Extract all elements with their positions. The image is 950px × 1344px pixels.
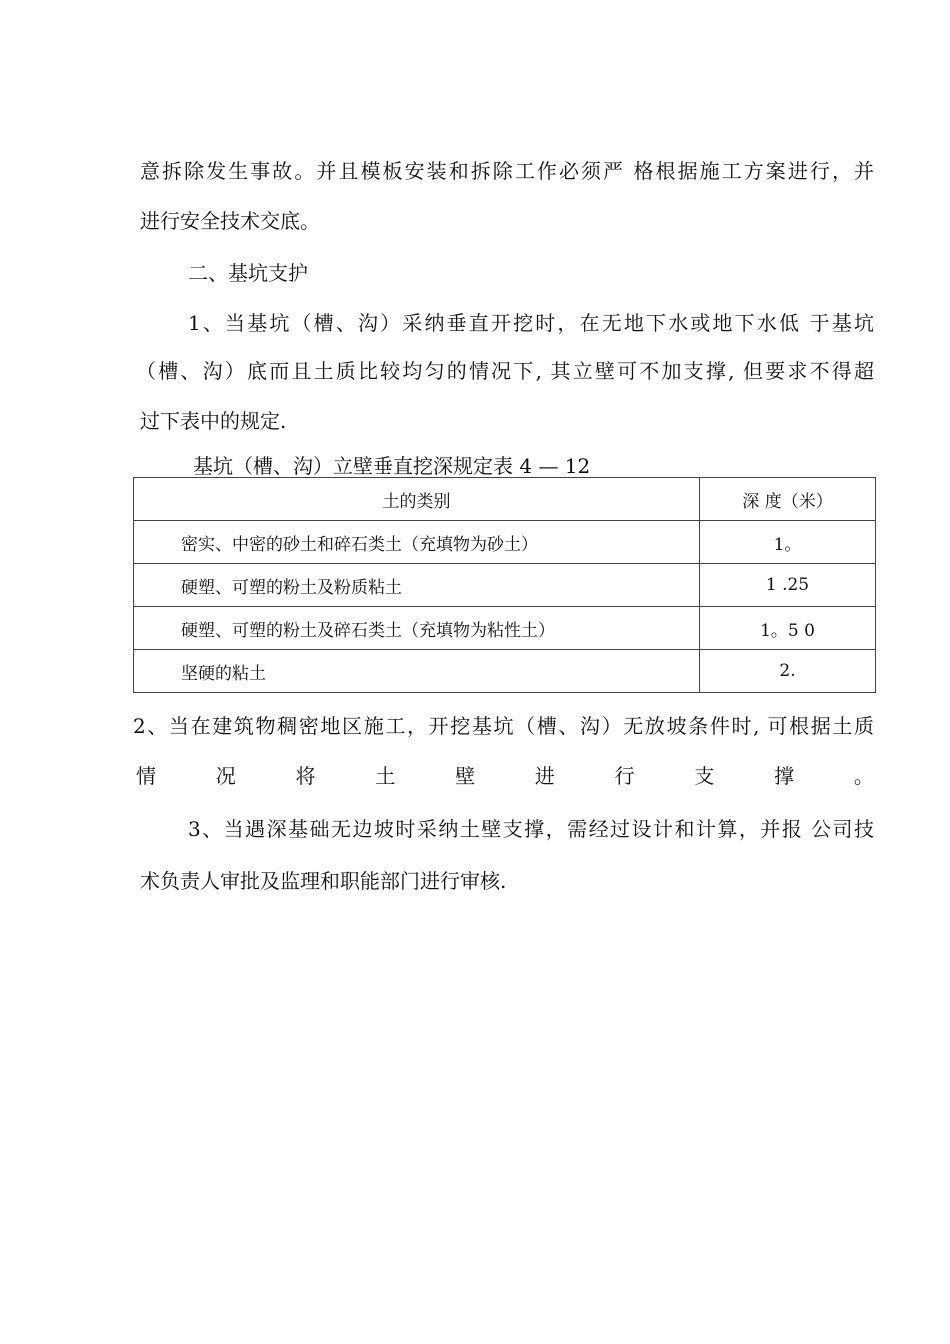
spread-char: 进 bbox=[534, 764, 555, 788]
soil-type-cell: 硬塑、可塑的粉土及碎石类土（充填物为粘性土） bbox=[134, 607, 700, 650]
table-row bbox=[134, 650, 876, 693]
header-soil-type: 土的类别 bbox=[134, 478, 700, 521]
soil-type-cell: 硬塑、可塑的粉土及粉质粘土 bbox=[134, 564, 700, 607]
soil-depth-table bbox=[133, 477, 876, 693]
paragraph-2-line-2: （槽、沟）底而且土质比较均匀的情况下, 其立壁可不加支撑, 但要求不得超 bbox=[136, 359, 874, 383]
paragraph-1-line-1: 意拆除发生事故。并且模板安装和拆除工作必须严 格根据施工方案进行，并 bbox=[140, 159, 874, 183]
soil-type-cell: 坚硬的粘土 bbox=[134, 650, 700, 693]
table-header-row bbox=[134, 478, 876, 521]
paragraph-4-line-1: 3、当遇深基础无边坡时采纳土壁支撑，需经过设计和计算，并报 公司技 bbox=[188, 817, 874, 841]
spread-char: 壁 bbox=[455, 764, 476, 788]
spread-char: 情 bbox=[136, 764, 156, 788]
table-caption: 基坑（槽、沟）立壁垂直挖深规定表 4 — 12 bbox=[193, 454, 591, 478]
paragraph-3-line-1: 2、当在建筑物稠密地区施工，开挖基坑（槽、沟）无放坡条件时, 可根据土质 bbox=[133, 714, 874, 738]
spread-char: 撑 bbox=[774, 764, 795, 788]
paragraph-2-line-1: 1、当基坑（槽、沟）采纳垂直开挖时，在无地下水或地下水低 于基坑 bbox=[188, 311, 874, 335]
paragraph-3-line-2 bbox=[136, 762, 874, 790]
spread-char: 况 bbox=[215, 764, 236, 788]
table-row bbox=[134, 521, 876, 564]
spread-char: 行 bbox=[614, 764, 635, 788]
soil-type-cell: 密实、中密的砂土和碎石类土（充填物为砂土） bbox=[134, 521, 700, 564]
depth-cell: 1。 bbox=[700, 521, 876, 564]
paragraph-4-line-2: 术负责人审批及监理和职能部门进行审核. bbox=[140, 869, 507, 893]
table-row bbox=[134, 607, 876, 650]
paragraph-2-line-3: 过下表中的规定. bbox=[140, 409, 287, 433]
header-depth: 深 度（米） bbox=[700, 478, 876, 521]
section-heading: 二、基坑支护 bbox=[188, 261, 308, 285]
spread-char: 支 bbox=[694, 764, 715, 788]
depth-cell: 1 .25 bbox=[700, 564, 876, 607]
spread-char: 土 bbox=[375, 764, 396, 788]
table-row bbox=[134, 564, 876, 607]
spread-char: 将 bbox=[295, 764, 316, 788]
paragraph-1-line-2: 进行安全技术交底。 bbox=[140, 209, 320, 233]
depth-cell: 2. bbox=[700, 650, 876, 693]
spread-char: 。 bbox=[853, 764, 874, 788]
depth-cell: 1。5 0 bbox=[700, 607, 876, 650]
